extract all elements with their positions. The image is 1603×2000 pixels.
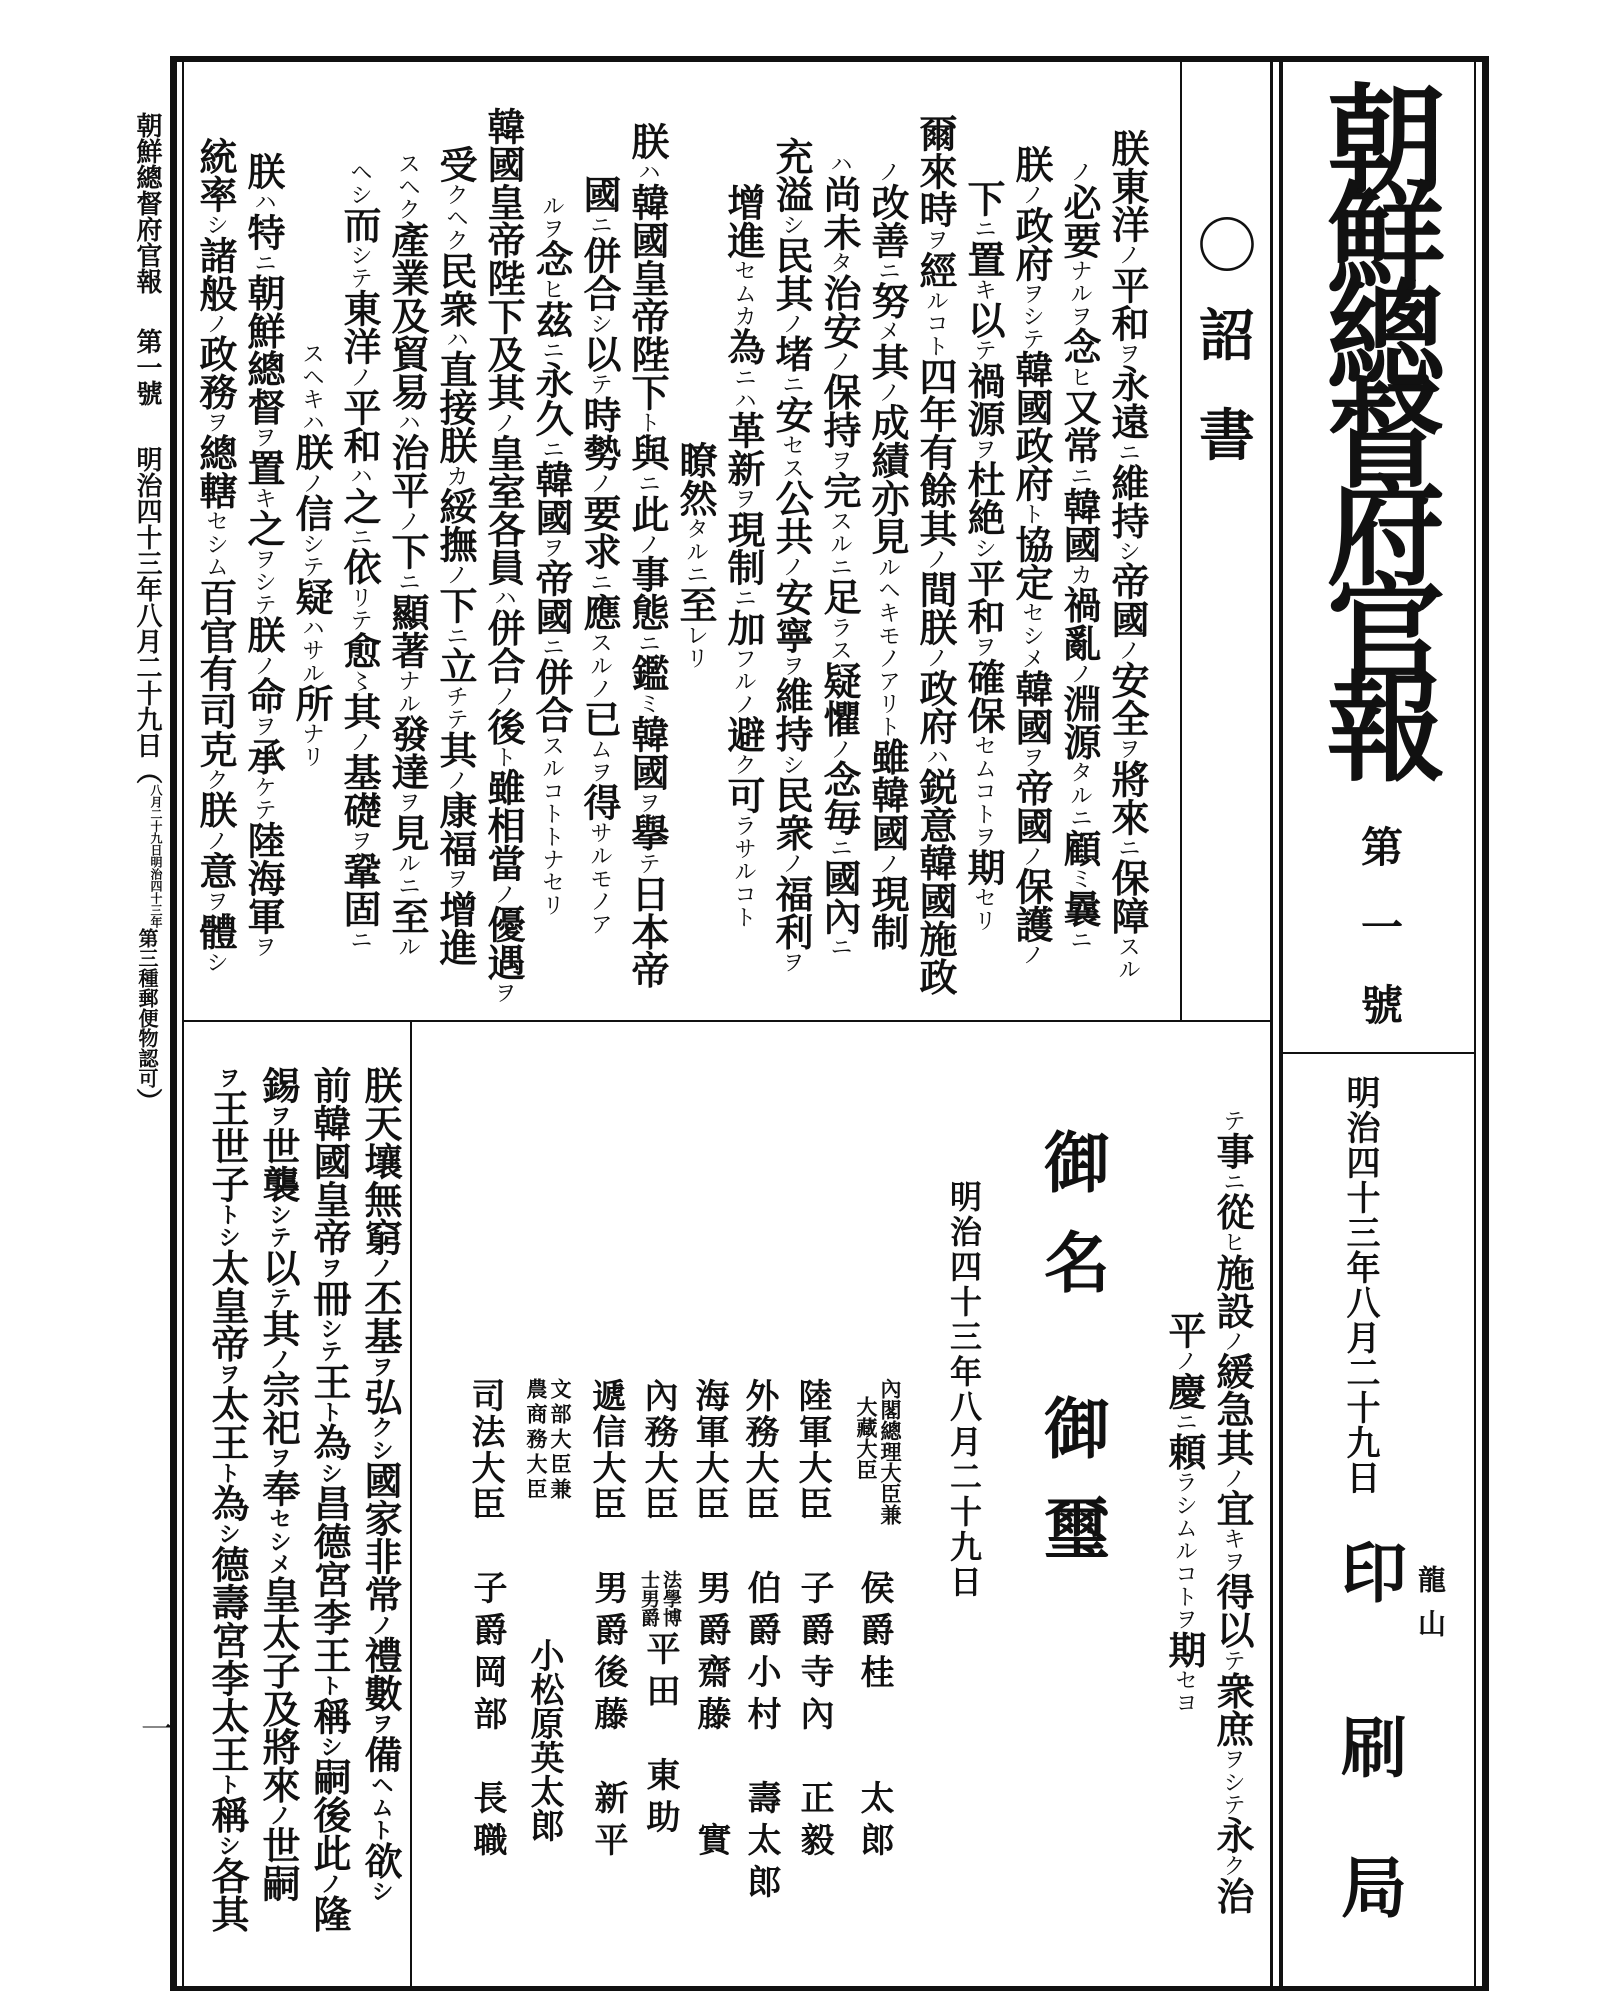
heading-divider	[1180, 62, 1182, 1020]
text-column: 平ノ慶ニ頼ラシムルコトヲ期セヨ	[1162, 1310, 1207, 1714]
minister-communications	[586, 1378, 636, 1938]
outer-border-bottom	[173, 1986, 1489, 1991]
minister-justice	[465, 1378, 515, 1938]
inner-border-right	[1474, 62, 1476, 1987]
title-line: 大藏大臣	[854, 1396, 879, 1480]
margin-date: 明治四十三年八月二十九日	[132, 446, 162, 758]
text-column: ヘシ而シテ東洋ノ平和ハ之ニ依リテ愈〻其ノ基礎ヲ鞏固ニ	[337, 159, 382, 951]
minister-title: 司法大臣	[465, 1378, 505, 1522]
honorific-line: 士男爵	[638, 1570, 660, 1627]
printer-name	[1338, 1520, 1410, 1930]
text-column: 受クヘク民衆ハ直接朕カ綏撫ノ下ニ立チテ其ノ康福ヲ增進	[433, 144, 478, 966]
title-char: 報	[1307, 666, 1446, 764]
text-column: 瞭然タルニ至レリ	[673, 440, 718, 670]
text-column: スヘキハ朕ノ信シテ疑ハサル所ナリ	[289, 342, 334, 768]
honorific-line: 法學博	[660, 1570, 682, 1627]
text-column: テ事ニ從ヒ施設ノ緩急其ノ宜キヲ得以テ衆庶ヲシテ永ク治	[1210, 1109, 1255, 1915]
text-column: 增進セムカ為ニハ革新ヲ現制ニ加フルノ避ク可ラサルコト	[721, 182, 766, 928]
title-char: 總	[1307, 274, 1446, 372]
minister-navy	[689, 1378, 739, 1938]
masthead-date: 明治四十三年八月二十九日	[1340, 1075, 1380, 1495]
text-column: ヲ王世子トシ太皇帝ヲ太王ト為シ德壽宮李太王ト稱シ各其	[205, 1066, 250, 1933]
minister-prime	[852, 1378, 902, 1938]
margin-header	[132, 112, 162, 1114]
margin-title: 朝鮮總督府官報	[132, 112, 162, 294]
minister-name: 侯爵桂 太郎	[854, 1570, 894, 1864]
seal-char: 御	[1044, 1124, 1110, 1202]
title-char: 官	[1307, 568, 1446, 666]
margin-postal-date	[149, 784, 162, 928]
margin-issue: 第一號	[132, 328, 162, 406]
minister-army	[792, 1378, 842, 1938]
minister-name: 小松原英太郎	[524, 1638, 564, 1842]
printer-char: 局	[1341, 1849, 1407, 1927]
text-column: 朕東洋ノ平和ヲ永遠ニ維持シ帝國ノ安全ヲ將來ニ保障スル	[1105, 129, 1150, 981]
text-column: ルヲ念ヒ茲ニ永久ニ韓國ヲ帝國ニ併合スルコトトナセリ	[529, 193, 574, 917]
text-column: ノ改善ニ努メ其ノ成績亦見ルヘキモノアリト雖韓國ノ現制	[865, 159, 910, 951]
imperial-seal-notation	[1040, 1110, 1114, 1571]
minister-home	[638, 1378, 688, 1938]
seal-char: 名	[1044, 1224, 1110, 1302]
text-column: 國ニ併合シ以テ時勢ノ要求ニ應スルノ已ムヲ得サルモノア	[577, 174, 622, 936]
outer-border-top	[173, 56, 1489, 62]
minister-education	[522, 1378, 572, 1938]
text-column: 前韓國皇帝ヲ冊シテ王ト為シ昌德宮李王ト稱シ嗣後此ノ隆	[307, 1066, 352, 1933]
text-column: 爾來時ヲ經ルコト四年有餘其ノ間朕ノ政府ハ鋭意韓國施政	[913, 114, 958, 996]
title-char: 鮮	[1307, 176, 1446, 274]
minister-title: 海軍大臣	[689, 1378, 729, 1522]
masthead-divider-1	[1270, 62, 1273, 1987]
masthead-divider-2	[1279, 62, 1283, 1987]
minister-title	[852, 1378, 902, 1525]
text-column: 錫ヲ世襲シテ以テ其ノ宗祀ヲ奉セシメ皇太子及將來ノ世嗣	[256, 1066, 301, 1903]
title-char: 朝	[1307, 78, 1446, 176]
seal-char: 璽	[1044, 1490, 1110, 1568]
text-column: 朕ノ政府ヲシテ韓國政府ト協定セシメ韓國ヲ帝國ノ保護ノ	[1009, 144, 1054, 966]
text-column: ノ必要ナルヲ念ヒ又常ニ韓國カ禍亂ノ淵源タルニ顧ミ曩ニ	[1057, 159, 1102, 951]
minister-name: 平田 東助	[640, 1631, 680, 1841]
rescript-body	[191, 90, 1151, 1020]
minister-title: 外務大臣	[739, 1378, 779, 1522]
margin-paren-close: ）	[132, 1088, 162, 1114]
minister-title: 遞信大臣	[586, 1378, 626, 1522]
box-divider	[410, 1020, 412, 1986]
minister-foreign	[739, 1378, 789, 1938]
title-line: 農商務大臣	[524, 1378, 549, 1503]
postal-date-line: 明治四十三年	[149, 856, 163, 928]
title-char: 督	[1307, 372, 1446, 470]
masthead-horizontal-rule	[1283, 1052, 1474, 1054]
outer-border-left	[170, 56, 177, 1991]
page-number: 一	[136, 1712, 174, 1744]
issue-number	[1352, 815, 1412, 1033]
text-column: スヘク產業及貿易ハ治平ノ下ニ顯著ナル發達ヲ見ルニ至ル	[385, 152, 430, 958]
title-line: 內閣總理大臣兼	[878, 1378, 903, 1525]
heading-char: 詔	[1199, 303, 1255, 369]
minister-name: 伯爵小村 壽太郎	[741, 1570, 781, 1906]
section-heading	[1192, 212, 1262, 472]
outer-border-right	[1482, 56, 1489, 1991]
section-horizontal-rule	[184, 1020, 1270, 1022]
rescript-continuation	[1160, 1062, 1256, 1962]
inner-border-left	[182, 62, 184, 1987]
text-column: 朕ハ特ニ朝鮮總督ヲ置キ之ヲシテ朕ノ命ヲ承ケテ陸海軍ヲ	[241, 152, 286, 958]
minister-title: 內務大臣	[638, 1378, 678, 1522]
printer-char: 印	[1341, 1534, 1407, 1612]
text-column: 朕天壤無窮ノ丕基ヲ弘クシ國家非常ノ禮數ヲ備ヘムト欲シ	[358, 1066, 403, 1903]
printer-char: 刷	[1341, 1709, 1407, 1787]
second-rescript-body	[202, 1066, 406, 1966]
issue-char: 號	[1360, 981, 1403, 1030]
rescript-date: 明治四十三年八月二十九日	[945, 1180, 983, 1600]
text-column: 朕ハ韓國皇帝陛下ト與ニ此ノ事態ニ鑑ミ韓國ヲ擧テ日本帝	[625, 121, 670, 989]
text-column: ハ尚未タ治安ノ保持ヲ完スルニ足ラス疑懼ノ念毎ニ國內ニ	[817, 152, 862, 958]
masthead-title	[1296, 78, 1456, 764]
text-column: 下ニ置キ以テ禍源ヲ杜絶シ平和ヲ確保セムコトヲ期セリ	[961, 178, 1006, 932]
margin-paren-open: （	[132, 758, 162, 784]
minister-name: 男爵後藤 新平	[588, 1570, 628, 1864]
minister-name-block	[638, 1570, 682, 1841]
text-column: 韓國皇帝陛下及其ノ皇室各員ハ併合ノ後ト雖相當ノ優遇ヲ	[481, 106, 526, 1004]
section-marker: 〇	[1197, 212, 1257, 282]
minister-name: 子爵岡部 長職	[467, 1570, 507, 1864]
text-column: 統率シ諸般ノ政務ヲ總轄セシム百官有司克ク朕ノ意ヲ體シ	[193, 136, 238, 974]
postal-date-line: 八月二十九日	[149, 784, 163, 856]
issue-char: 一	[1360, 903, 1403, 952]
minister-title: 陸軍大臣	[792, 1378, 832, 1522]
minister-name: 子爵寺內 正毅	[794, 1570, 834, 1864]
printer-location: 龍山	[1414, 1565, 1447, 1653]
title-char: 府	[1307, 470, 1446, 568]
issue-char: 第	[1360, 823, 1403, 872]
title-line: 文部大臣兼	[548, 1378, 573, 1503]
minister-title	[522, 1378, 572, 1503]
margin-postal-note: 第三種郵便物認可	[135, 928, 159, 1088]
heading-char: 書	[1199, 403, 1255, 469]
minister-name: 男爵齋藤 實	[691, 1570, 731, 1864]
seal-char: 御	[1044, 1390, 1110, 1468]
minister-honorific	[638, 1570, 682, 1627]
text-column: 充溢シ民其ノ堵ニ安セス公共ノ安寧ヲ維持シ民衆ノ福利ヲ	[769, 136, 814, 974]
